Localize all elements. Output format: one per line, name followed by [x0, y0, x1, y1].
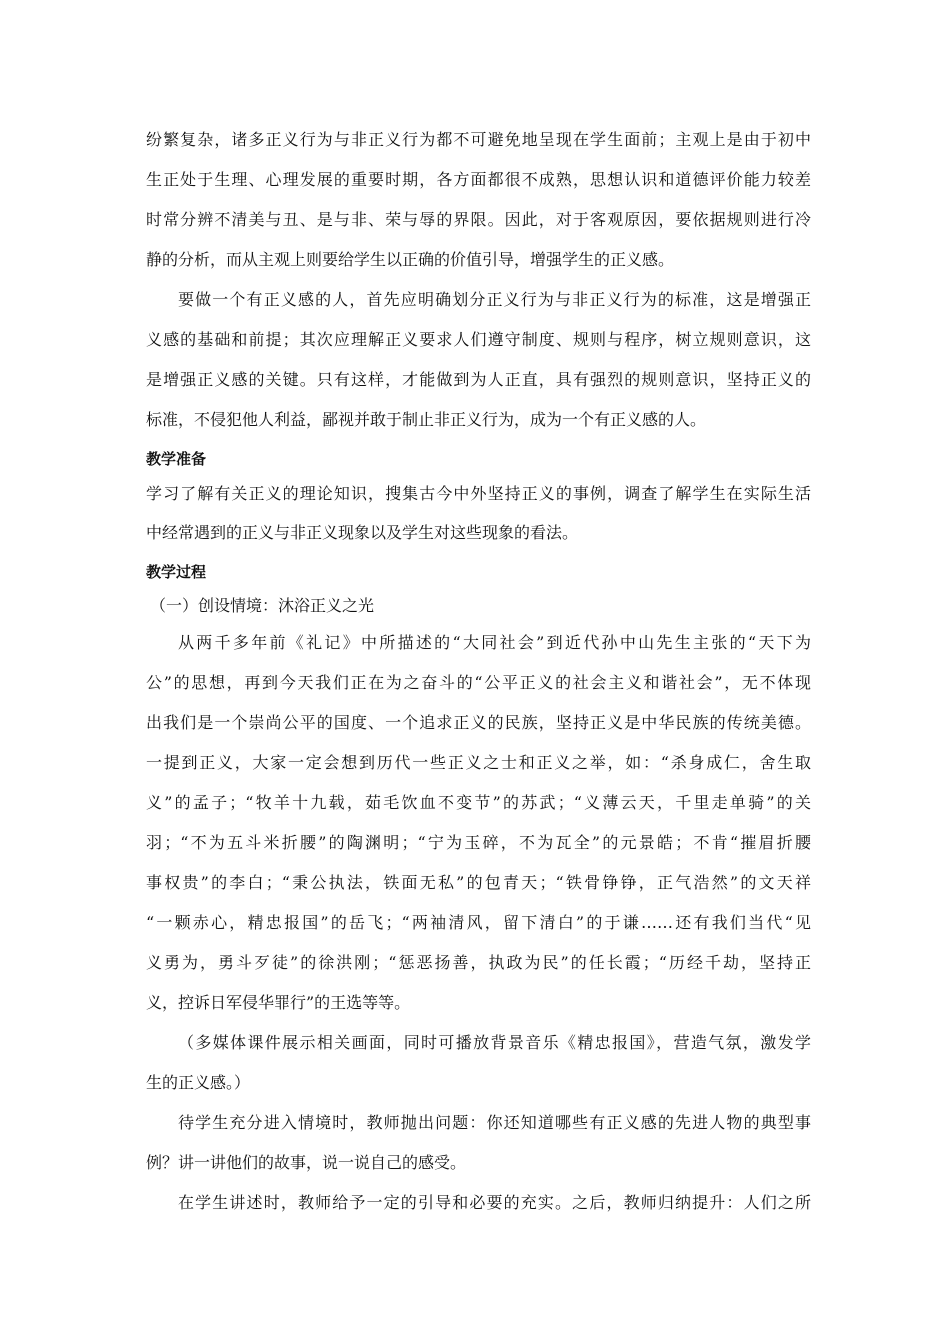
paragraph-1-line-1: 纷繁复杂，诸多正义行为与非正义行为都不可避免地呈现在学生面前；主观上是由于初中 [146, 130, 811, 149]
paragraph-4-line-2: 公”的思想，再到今天我们正在为之奋斗的“公平正义的社会主义和谐社会”，无不体现 [146, 673, 811, 692]
paragraph-4-line-5: 义”的孟子；“牧羊十九载，茹毛饮血不变节”的苏武；“义薄云天，千里走单骑”的关 [146, 793, 811, 812]
paragraph-4-line-7: 事权贵”的李白；“秉公执法，铁面无私”的包青天；“铁骨铮铮，正气浩然”的文天祥 [146, 873, 811, 892]
paragraph-6-line-2: 例？讲一讲他们的故事，说一说自己的感受。 [146, 1153, 467, 1172]
paragraph-1-line-2: 生正处于生理、心理发展的重要时期，各方面都很不成熟，思想认识和道德评价能力较差 [146, 170, 811, 189]
paragraph-2-line-2: 义感的基础和前提；其次应理解正义要求人们遵守制度、规则与程序，树立规则意识，这 [146, 330, 811, 349]
paragraph-3-line-1: 学习了解有关正义的理论知识，搜集古今中外坚持正义的事例，调查了解学生在实际生活 [146, 484, 811, 503]
paragraph-2-line-4: 标准，不侵犯他人利益，鄙视并敢于制止非正义行为，成为一个有正义感的人。 [146, 410, 707, 429]
section-heading-preparation: 教学准备 [146, 450, 207, 468]
paragraph-4-line-3: 出我们是一个崇尚公平的国度、一个追求正义的民族，坚持正义是中华民族的传统美德。 [146, 713, 811, 732]
paragraph-4-line-6: 羽；“不为五斗米折腰”的陶渊明；“宁为玉碎，不为瓦全”的元景皓；不肯“摧眉折腰 [146, 833, 811, 852]
paragraph-6-line-1: 待学生充分进入情境时，教师抛出问题：你还知道哪些有正义感的先进人物的典型事 [178, 1113, 811, 1132]
paragraph-1-line-3: 时常分辨不清美与丑、是与非、荣与辱的界限。因此，对于客观原因，要依据规则进行冷 [146, 210, 811, 229]
paragraph-4-line-8: “一颗赤心，精忠报国”的岳飞；“两袖清风，留下清白”的于谦……还有我们当代“见 [146, 913, 811, 932]
paragraph-4-line-10: 义，控诉日军侵华罪行”的王选等等。 [146, 993, 411, 1012]
paragraph-4-line-4: 一提到正义，大家一定会想到历代一些正义之士和正义之举，如：“杀身成仁，舍生取 [146, 753, 811, 772]
paragraph-5-line-2: 生的正义感。） [146, 1073, 251, 1092]
paragraph-4-line-9: 义勇为，勇斗歹徒”的徐洪刚；“惩恶扬善，执政为民”的任长霞；“历经千劫，坚持正 [146, 953, 811, 972]
paragraph-2-line-3: 是增强正义感的关键。只有这样，才能做到为人正直，具有强烈的规则意识，坚持正义的 [146, 370, 811, 389]
paragraph-7-line-1: 在学生讲述时，教师给予一定的引导和必要的充实。之后，教师归纳提升：人们之所 [178, 1193, 811, 1212]
paragraph-4-line-1: 从两千多年前《礼记》中所描述的“大同社会”到近代孙中山先生主张的“天下为 [178, 633, 811, 652]
subsection-heading-1: （一）创设情境：沐浴正义之光 [150, 596, 375, 615]
paragraph-5-line-1: （多媒体课件展示相关画面，同时可播放背景音乐《精忠报国》，营造气氛，激发学 [178, 1033, 811, 1052]
paragraph-2-line-1: 要做一个有正义感的人，首先应明确划分正义行为与非正义行为的标准，这是增强正 [178, 290, 811, 309]
paragraph-3-line-2: 中经常遇到的正义与非正义现象以及学生对这些现象的看法。 [146, 523, 579, 542]
section-heading-process: 教学过程 [146, 563, 207, 581]
paragraph-1-line-4: 静的分析，而从主观上则要给学生以正确的价值引导，增强学生的正义感。 [146, 250, 675, 269]
